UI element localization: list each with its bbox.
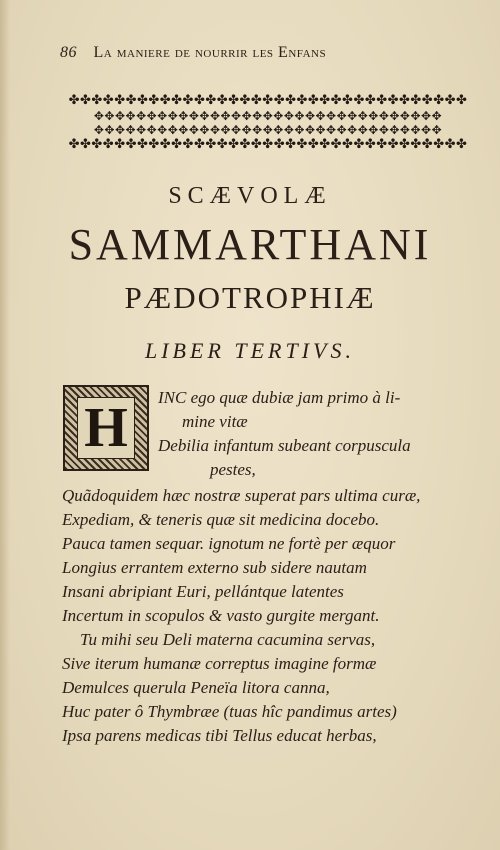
title-author-last: SAMMARTHANI [68,220,432,269]
verse-line: Huc pater ô Thymbræe (tuas hîc pandimus artes) [62,702,397,721]
running-head-title: La maniere de nourrir les Enfans [93,44,327,61]
verse-line: Ipsa parens medicas tibi Tellus educat herbas, [62,726,377,745]
title-work: PÆDOTROPHIÆ [124,280,376,315]
verse-line: pestes, [210,460,256,479]
decorated-initial-letter: H [77,397,135,459]
ornament-row-middle: ✥✥✥✥✥✥✥✥✥✥✥✥✥✥✥✥✥✥✥✥✥✥✥✥✥✥✥✥✥✥✥✥✥ [93,109,443,123]
ornament-row-middle-2: ✥✥✥✥✥✥✥✥✥✥✥✥✥✥✥✥✥✥✥✥✥✥✥✥✥✥✥✥✥✥✥✥✥ [93,123,443,137]
verse-line: mine vitæ [182,412,248,431]
title-author-first: SCÆVOLÆ [168,183,332,209]
verse-line: Sive iterum humanæ correptus imagine formæ [62,654,377,673]
decorated-initial [63,385,149,471]
ornament-row-bottom: ✤✤✤✤✤✤✤✤✤✤✤✤✤✤✤✤✤✤✤✤✤✤✤✤✤✤✤✤✤✤✤✤✤✤✤ [68,137,468,152]
verse-line: Insani abripiant Euri, pellántque latentes [62,582,344,601]
verse-line: Debilia infantum subeant corpuscula [158,436,411,455]
verse-line: Tu mihi seu Deli materna cacumina servas, [80,630,376,649]
running-head [60,44,460,62]
verse-line: Longius errantem externo sub sidere nautam [62,558,367,577]
title-book-number: LIBER TERTIVS. [145,338,355,363]
verse-line: INC ego quæ dubiæ jam primo à li- [158,388,401,407]
verse-line: Demulces querula Peneïa litora canna, [62,678,330,697]
verse-line: Incertum in scopulos & vasto gurgite mergant. [62,606,380,625]
headpiece-ornament [62,93,474,163]
ornament-row-top: ✤✤✤✤✤✤✤✤✤✤✤✤✤✤✤✤✤✤✤✤✤✤✤✤✤✤✤✤✤✤✤✤✤✤✤ [68,93,468,108]
verse-line: Pauca tamen sequar. ignotum ne fortè per æquor [62,534,396,553]
page-number: 86 [60,44,77,61]
verse-line: Quãdoquidem hæc nostræ superat pars ultima curæ, [62,486,421,505]
verse-line: Expediam, & teneris quæ sit medicina docebo. [62,510,380,529]
page-gutter-shadow [0,0,10,850]
